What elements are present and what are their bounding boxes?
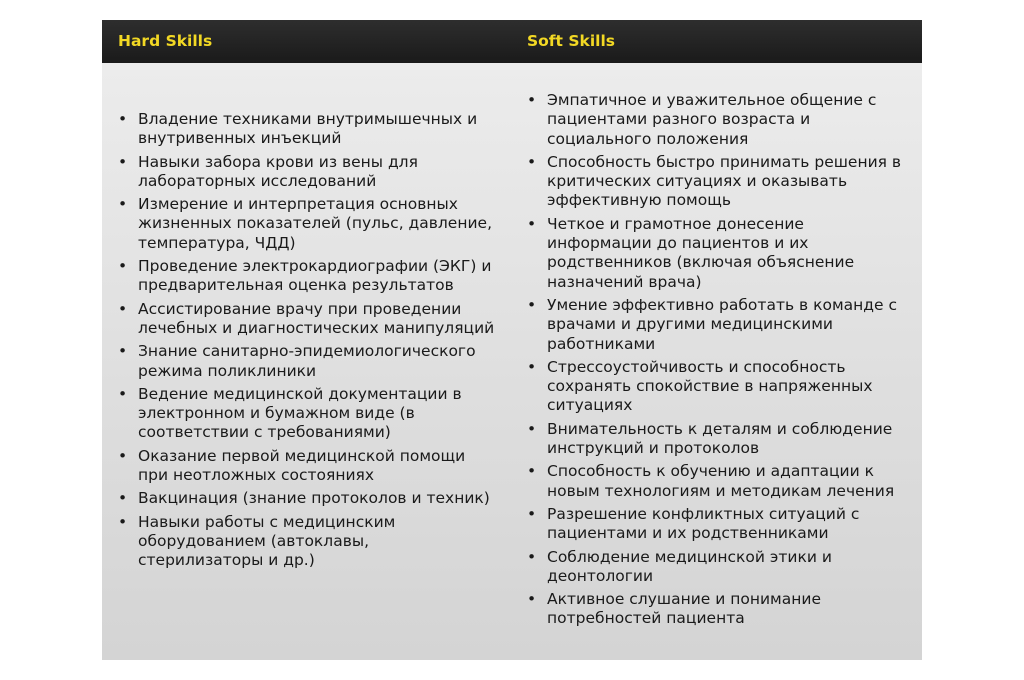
list-item: • Владение техниками внутримышечных и внутривенных инъекций (118, 110, 498, 149)
soft-skills-heading: Soft Skills (527, 32, 615, 50)
soft-skills-list (527, 91, 909, 633)
list-item: • Ассистирование врачу при проведении лечебных и диагностических манипуляций (118, 300, 498, 339)
list-item: • Умение эффективно работать в команде с врачами и другими медицинскими работниками (527, 296, 909, 354)
table-header (102, 20, 922, 63)
list-item: • Навыки забора крови из вены для лабораторных исследований (118, 153, 498, 192)
list-item: • Четкое и грамотное донесение информации до пациентов и их родственников (включая объяснение назначений врача) (527, 215, 909, 292)
hard-skills-heading: Hard Skills (118, 32, 213, 50)
list-item: • Способность к обучению и адаптации к новым технологиям и методикам лечения (527, 462, 909, 501)
list-item: • Измерение и интерпретация основных жизненных показателей (пульс, давление, температура, ЧДД) (118, 195, 498, 253)
hard-skills-list (118, 110, 498, 575)
list-item: • Проведение электрокардиографии (ЭКГ) и предварительная оценка результатов (118, 257, 498, 296)
list-item: • Вакцинация (знание протоколов и техник) (118, 489, 498, 508)
list-item: • Разрешение конфликтных ситуаций с пациентами и их родственниками (527, 505, 909, 544)
list-item: • Активное слушание и понимание потребностей пациента (527, 590, 909, 629)
list-item: • Знание санитарно-эпидемиологического режима поликлиники (118, 342, 498, 381)
list-item: • Соблюдение медицинской этики и деонтологии (527, 548, 909, 587)
skills-table (102, 20, 922, 660)
list-item: • Навыки работы с медицинским оборудованием (автоклавы, стерилизаторы и др.) (118, 513, 498, 571)
list-item: • Эмпатичное и уважительное общение с пациентами разного возраста и социального положения (527, 91, 909, 149)
list-item: • Ведение медицинской документации в электронном и бумажном виде (в соответствии с требованиями) (118, 385, 498, 443)
list-item: • Внимательность к деталям и соблюдение инструкций и протоколов (527, 420, 909, 459)
list-item: • Оказание первой медицинской помощи при неотложных состояниях (118, 447, 498, 486)
table-body (102, 63, 922, 660)
list-item: • Стрессоустойчивость и способность сохранять спокойствие в напряженных ситуациях (527, 358, 909, 416)
list-item: • Способность быстро принимать решения в критических ситуациях и оказывать эффективную помощь (527, 153, 909, 211)
